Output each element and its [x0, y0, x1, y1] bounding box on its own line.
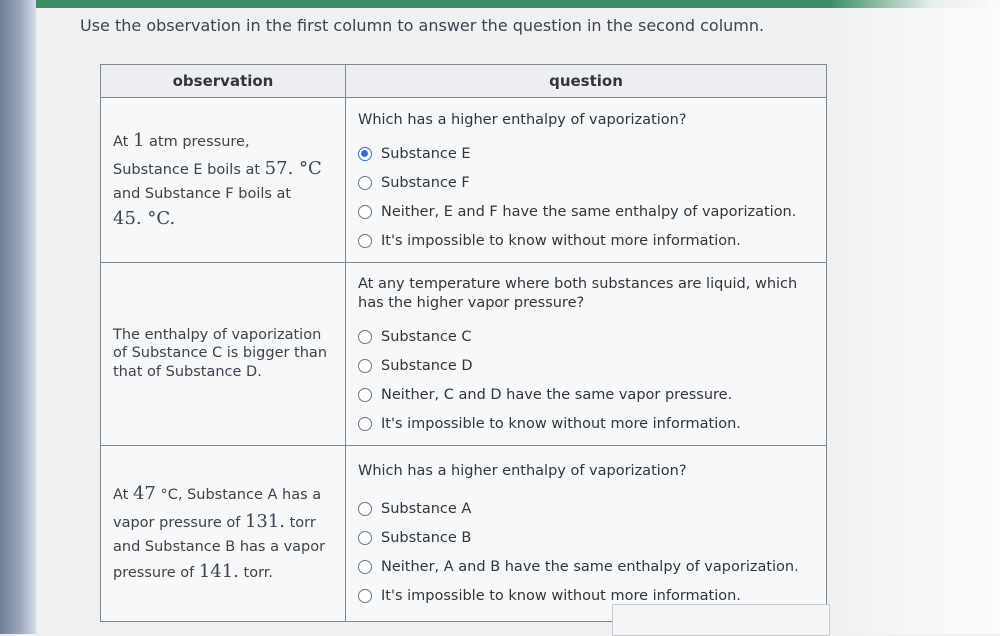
observation-value: 141. [198, 561, 239, 583]
instructions-text: Use the observation in the first column to answer the question in the second column. [80, 16, 765, 35]
answer-option-neither[interactable] [358, 553, 814, 582]
answer-option-impossible[interactable] [358, 410, 814, 439]
radio-button-icon[interactable] [358, 205, 372, 219]
radio-button-icon[interactable] [358, 176, 372, 190]
radio-button-icon[interactable] [358, 589, 372, 603]
radio-button-icon[interactable] [358, 388, 372, 402]
option-label: Substance A [381, 501, 472, 518]
right-background [830, 0, 1000, 634]
radio-button-selected-icon[interactable] [358, 147, 372, 161]
answer-option-substance-d[interactable] [358, 352, 814, 381]
option-label: Neither, C and D have the same vapor pressure. [381, 387, 733, 404]
question-cell [346, 445, 827, 621]
observation-line: pressure of 141. torr. [113, 561, 274, 583]
observation-value: 131. [244, 511, 286, 532]
option-label: Substance D [381, 358, 473, 375]
observation-line: vapor pressure of 131. torr [113, 511, 316, 532]
answer-option-substance-e[interactable] [358, 139, 814, 168]
question-text: At any temperature where both substances are liquid, which has the higher vapor pressure? [358, 276, 798, 311]
answer-option-substance-f[interactable] [358, 168, 814, 197]
answer-option-substance-b[interactable] [358, 524, 814, 553]
option-label: Neither, A and B have the same enthalpy of vaporization. [381, 559, 799, 576]
option-label: It's impossible to know without more information. [381, 588, 741, 605]
option-label: Substance C [381, 329, 472, 346]
table-row [101, 263, 827, 446]
option-label: Substance E [381, 145, 471, 162]
option-label: Neither, E and F have the same enthalpy of vaporization. [381, 203, 797, 220]
observation-value: 45. °C. [113, 208, 176, 230]
answer-option-neither[interactable] [358, 381, 814, 410]
radio-button-icon[interactable] [358, 359, 372, 373]
observation-value: 57. °C [264, 157, 322, 179]
observation-line: At 47 °C, Substance A has a [113, 483, 322, 505]
question-cell [346, 263, 827, 446]
left-edge-band [0, 0, 36, 634]
radio-button-icon[interactable] [358, 502, 372, 516]
observation-line: and Substance F boils at [113, 185, 292, 202]
partial-panel [612, 604, 830, 636]
observation-header: observation [101, 65, 346, 98]
radio-button-icon[interactable] [358, 560, 372, 574]
observation-line [113, 205, 333, 233]
question-header: question [346, 65, 827, 98]
observation-value: 1 [132, 129, 145, 151]
answer-option-neither[interactable] [358, 197, 814, 226]
table-row [101, 98, 827, 263]
observation-value: 47 [132, 483, 156, 505]
question-text: Which has a higher enthalpy of vaporization? [358, 111, 687, 128]
option-label: It's impossible to know without more information. [381, 232, 741, 249]
answer-option-impossible[interactable] [358, 226, 814, 255]
option-label: It's impossible to know without more information. [381, 416, 741, 433]
question-cell [346, 98, 827, 263]
observation-cell [101, 445, 346, 621]
answer-option-substance-c[interactable] [358, 323, 814, 352]
radio-button-icon[interactable] [358, 234, 372, 248]
question-table [100, 64, 827, 622]
radio-button-icon[interactable] [358, 531, 372, 545]
table-header-row [101, 65, 827, 98]
observation-line: and Substance B has a vapor [113, 538, 326, 555]
observation-line: At 1 atm pressure, [113, 129, 250, 151]
option-label: Substance F [381, 174, 470, 191]
answer-option-substance-a[interactable] [358, 495, 814, 524]
observation-line: Substance E boils at 57. °C [113, 157, 322, 179]
observation-text: The enthalpy of vaporization of Substance C is bigger than that of Substance D. [113, 326, 328, 381]
observation-cell [101, 98, 346, 263]
radio-button-icon[interactable] [358, 330, 372, 344]
option-label: Substance B [381, 530, 472, 547]
table-row [101, 445, 827, 621]
observation-cell [101, 263, 346, 446]
question-text: Which has a higher enthalpy of vaporization? [358, 462, 687, 479]
radio-button-icon[interactable] [358, 417, 372, 431]
